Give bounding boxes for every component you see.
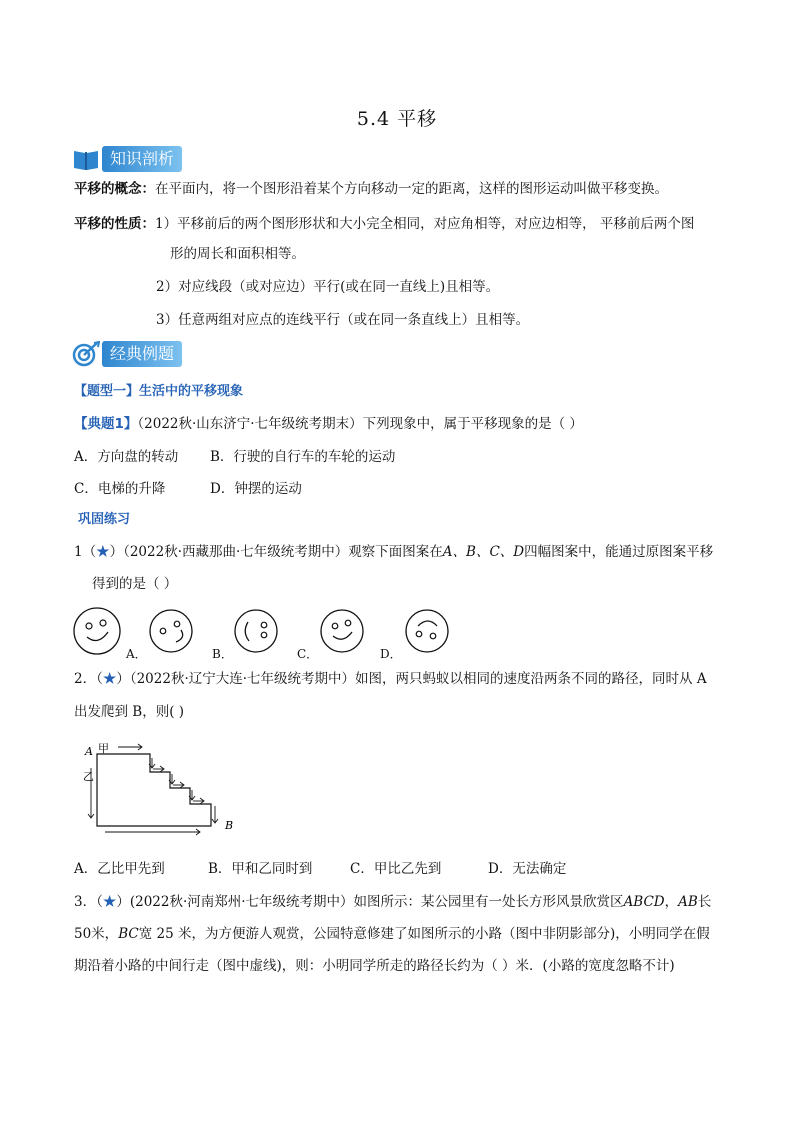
q2-option-d: D．无法确定 [488,861,567,877]
q1-line2: 得到的是（ ） [92,576,178,592]
examples-banner-label: 经典例题 [102,341,182,367]
q2-number: 2．（ [74,671,103,687]
ex1-tag: 【典题1】 [74,416,138,432]
type1-heading: 【题型一】生活中的平移现象 [74,384,244,399]
ex1-question [74,414,583,434]
props-label: 平移的性质： [74,216,155,232]
q3-text-b1: 50米， [74,926,119,942]
q3-number: 3．（ [74,894,103,910]
prop3: 3）任意两组对应点的连线平行（或在同一条直线上）且相等。 [156,312,530,328]
q1-line1 [74,542,713,562]
q1-option-a-label: A． [126,647,147,661]
prop1-a: 1）平移前后的两个图形形状和大小完全相同，对应角相等，对应边相等， 平移前后两个图 [155,216,695,232]
concept-line [74,179,668,199]
q1-text-b: 四幅图案中，能通过原图案平移 [524,544,714,560]
difficulty-star-icon: ★ [102,894,117,910]
q1-option-d-label: D． [380,647,402,661]
ex1-option-c: C．电梯的升降 [74,481,166,497]
yi-label: 乙 [83,770,94,783]
book-icon [72,146,100,172]
concept-label: 平移的概念： [74,181,155,197]
props-line [74,214,694,234]
q3-text-b2: 宽 25 米，为方便游人观赏，公园特意修建了如图所示的小路（图中非阴影部分)，小明同学在假 [138,926,710,942]
difficulty-star-icon: ★ [102,671,117,687]
knowledge-banner-label: 知识剖析 [102,146,182,172]
prop1-b: 形的周长和面积相等。 [170,246,305,262]
smiley-option-b-icon [233,608,279,654]
q3-bc: BC [118,926,139,942]
q2-text-a: ）（2022秋·辽宁大连·七年级统考期中）如图，两只蚂蚁以相同的速度沿两条不同的路径，同时从 A [116,671,707,687]
ex1-option-b: B．行驶的自行车的车轮的运动 [210,449,396,465]
path-arrows [88,744,218,835]
smiley-original-icon [72,606,122,656]
q3-text-a3: 长 [697,894,712,910]
concept-text: 在平面内，将一个图形沿着某个方向移动一定的距离，这样的图形运动叫做平移变换。 [155,181,668,197]
q2-option-b: B．甲和乙同时到 [208,861,313,877]
smiley-option-d-icon [404,608,450,654]
point-a-label: A [85,745,93,758]
q2-option-c: C．甲比乙先到 [350,861,442,877]
q3-comma: ， [664,894,679,910]
ex1-option-d: D．钟摆的运动 [210,481,302,497]
q3-text-a: ）(2022秋·河南郑州·七年级统考期中）如图所示：某公园里有一处长方形风景欣赏区 [116,894,624,910]
target-icon [72,341,100,367]
ex1-text: （2022秋·山东济宁·七年级统考期末）下列现象中，属于平移现象的是（ ） [137,416,583,432]
q1-option-b-label: B． [212,647,233,661]
q2-line1 [74,669,707,689]
difficulty-star-icon: ★ [96,544,110,560]
q3-abcd: ABCD [623,894,665,910]
q3-line3: 期沿着小路的中间行走（图中虚线)，则：小明同学所走的路径长约为（ ）米．(小路的宽度忽略不计) [74,958,675,974]
q3-ab: AB [678,894,698,910]
q3-line1 [74,892,711,912]
practice-heading: 巩固练习 [78,512,131,527]
point-b-label: B [225,819,234,832]
prop2: 2）对应线段（或对应边）平行(或在同一直线上)且相等。 [156,279,500,295]
ex1-option-a: A．方向盘的转动 [74,449,179,465]
smiley-option-a-icon [148,608,194,654]
q1-letters: A、B、C、D [442,544,525,560]
page-title: 5.4 平移 [356,108,438,130]
jia-label: 甲 [98,742,109,755]
q1-text-a: ）（2022秋·西藏那曲·七年级统考期中）观察下面图案在 [109,544,443,560]
ant-path-figure [80,738,240,838]
q3-line2 [74,924,710,944]
smiley-option-c-icon [319,608,365,654]
q1-option-c-label: C． [297,647,319,661]
q1-number: 1（ [74,544,97,560]
q2-option-a: A．乙比甲先到 [74,861,165,877]
q2-line2: 出发爬到 B，则( ) [74,704,185,720]
